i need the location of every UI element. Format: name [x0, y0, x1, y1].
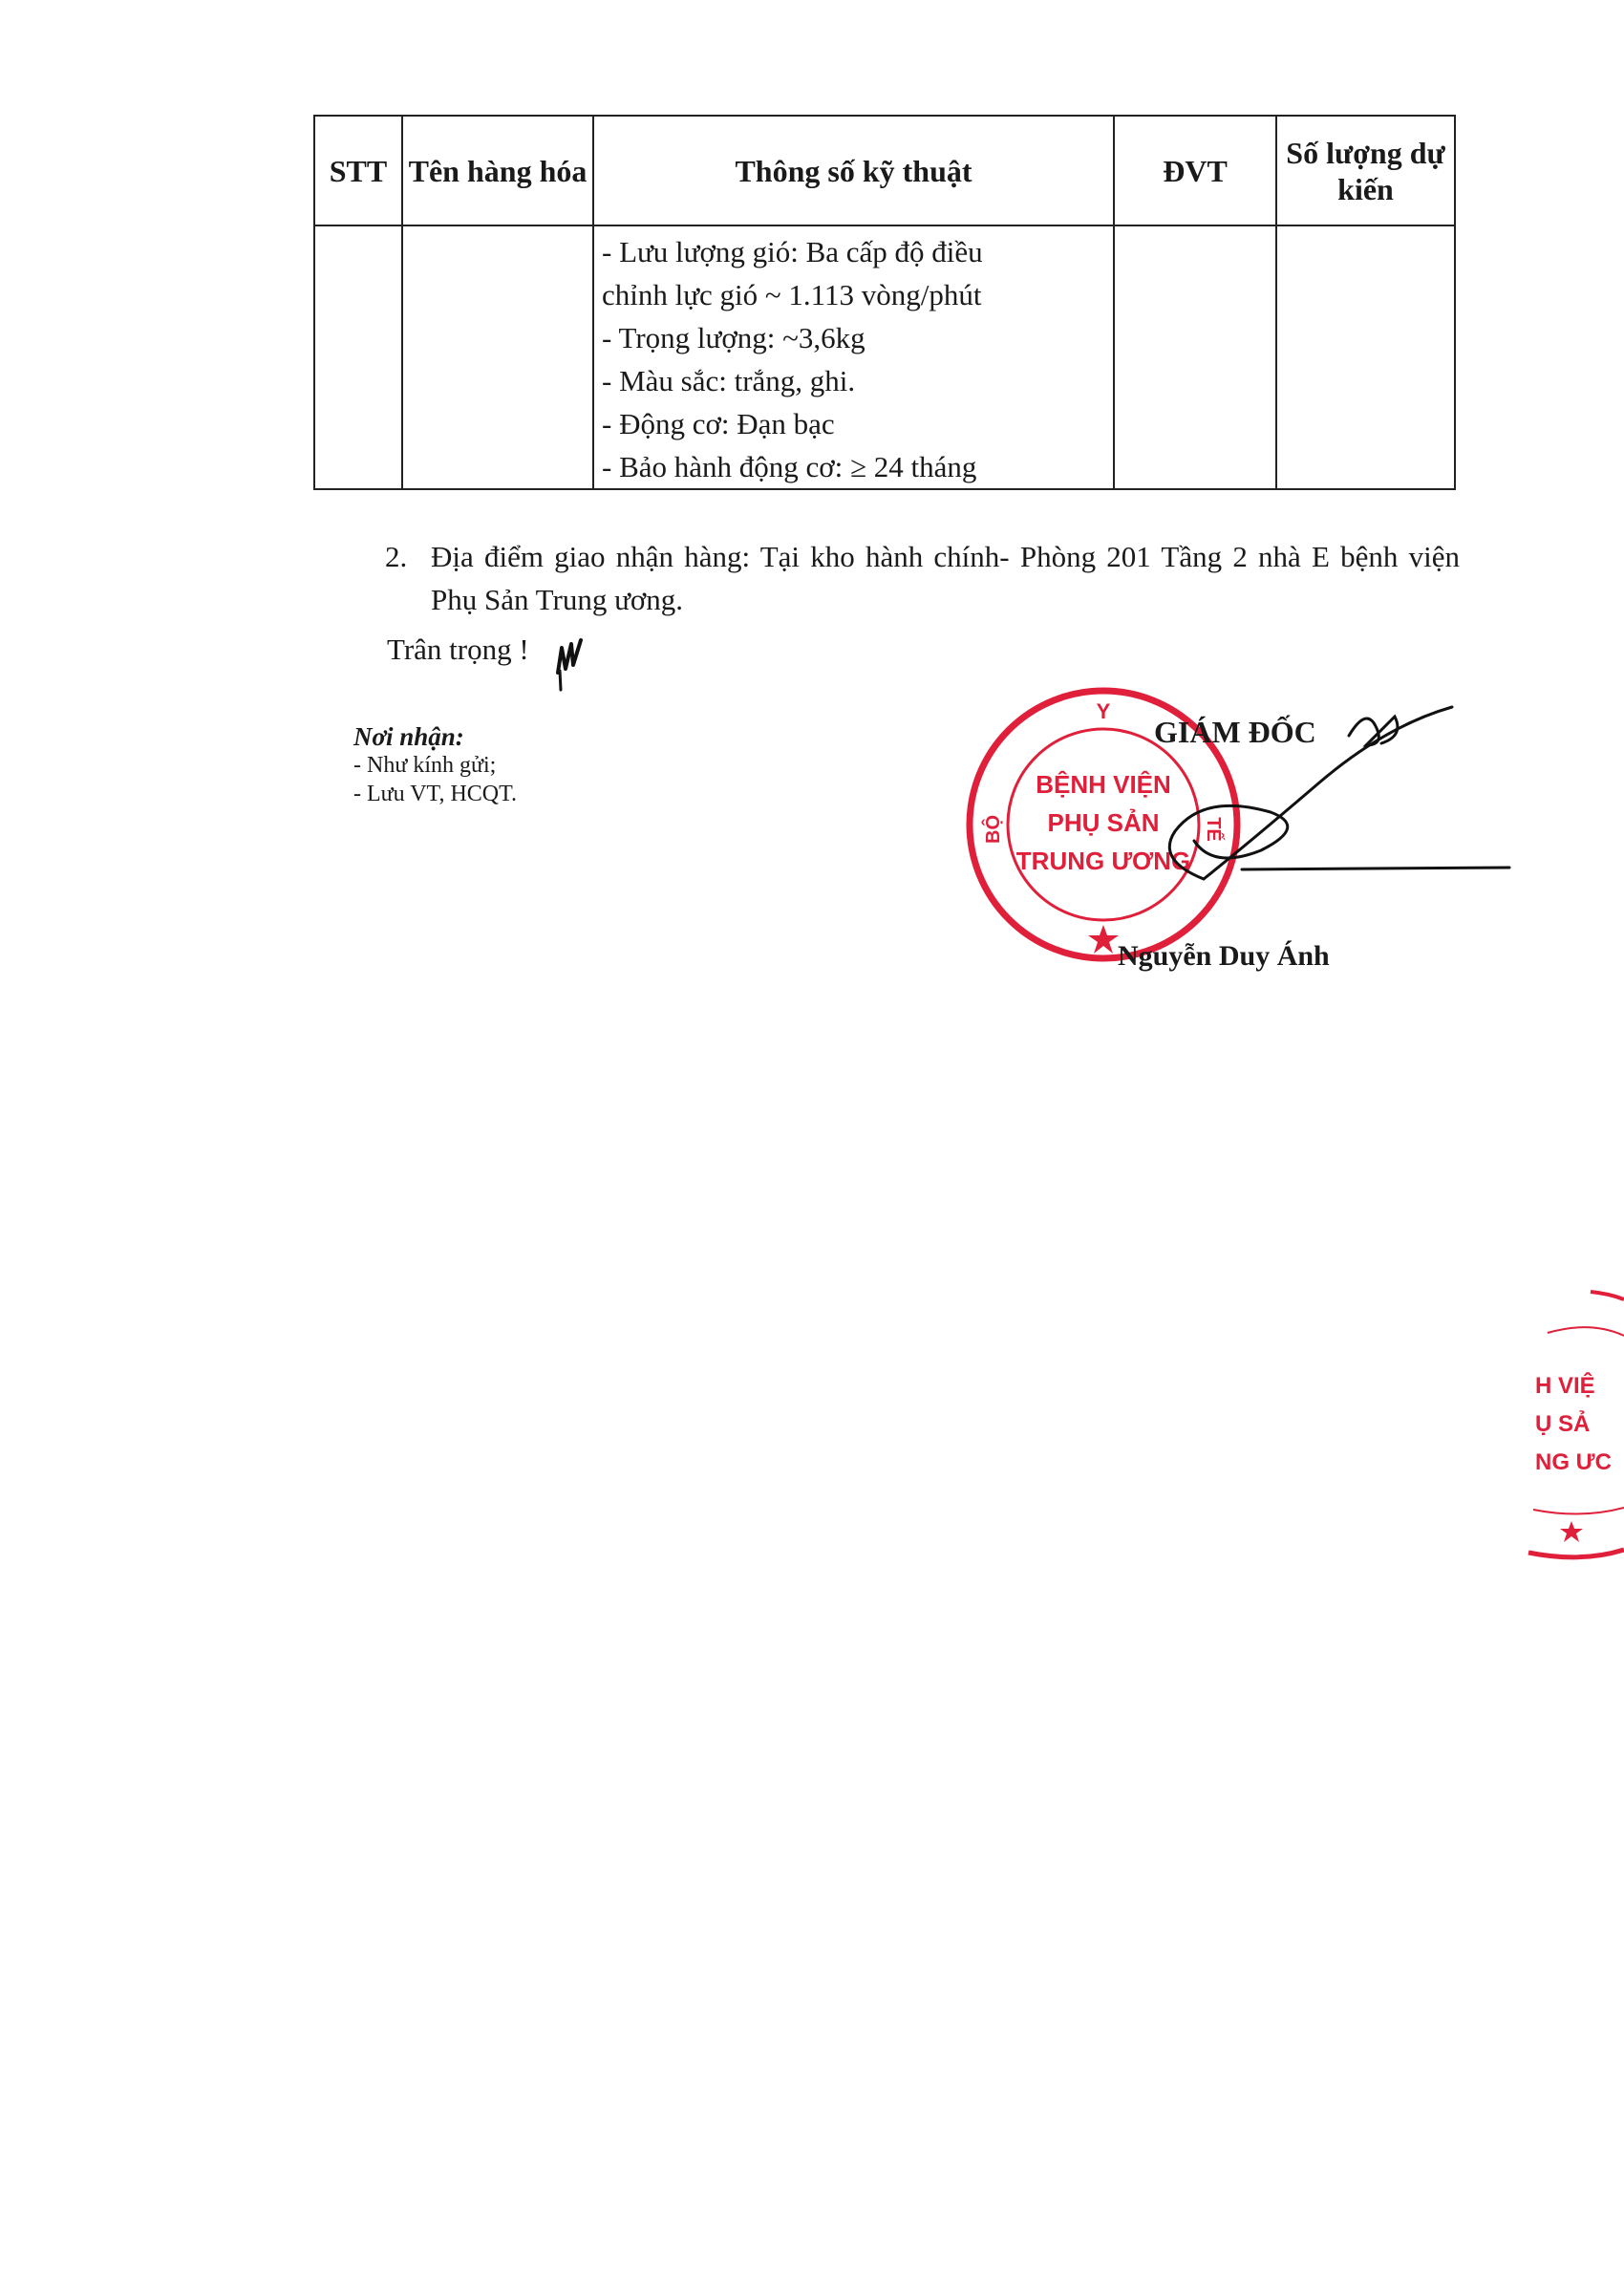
handwritten-signature [1096, 697, 1519, 889]
header-item-name: Tên hàng hóa [402, 116, 593, 225]
cell-stt [314, 225, 402, 489]
cell-quantity [1276, 225, 1455, 489]
recipient-item: - Lưu VT, HCQT. [353, 782, 517, 806]
delivery-location-text: Địa điểm giao nhận hàng: Tại kho hành chính- Phòng 201 Tầng 2 nhà E bệnh viện Phụ Sản Trung ương. [431, 540, 1460, 616]
header-specifications: Thông số kỹ thuật [593, 116, 1114, 225]
partial-stamp-star-icon [1560, 1521, 1583, 1542]
stamp-line: TRUNG ƯƠNG [1015, 847, 1191, 875]
spec-line: chỉnh lực gió ~ 1.113 vòng/phút [602, 278, 982, 311]
spec-line: - Màu sắc: trắng, ghi. [602, 364, 856, 397]
stamp-line: PHỤ SẢN [1047, 808, 1160, 837]
partial-stamp-line: H VIỆ [1535, 1373, 1595, 1399]
stamp-right-arc-text: TẾ [1203, 817, 1224, 842]
partial-seal [1524, 1280, 1624, 1576]
table-row [314, 225, 1455, 489]
cell-item-name [402, 225, 593, 489]
spec-line: - Trọng lượng: ~3,6kg [602, 321, 865, 354]
specification-table [313, 115, 1456, 490]
initial-mark [552, 636, 587, 694]
table-header-row [314, 116, 1455, 225]
spec-line: - Động cơ: Đạn bạc [602, 407, 835, 440]
signatory-name: Nguyễn Duy Ánh [1118, 940, 1330, 972]
recipients-heading: Nơi nhận: [353, 722, 464, 751]
cell-unit [1114, 225, 1276, 489]
spec-line: - Lưu lượng gió: Ba cấp độ điều [602, 235, 983, 268]
header-stt: STT [314, 116, 402, 225]
partial-stamp-line: NG ƯC [1535, 1449, 1612, 1475]
closing-greeting: Trân trọng ! [387, 633, 529, 666]
stamp-top-letter: Y [1096, 699, 1111, 723]
stamp-line: BỆNH VIỆN [1036, 770, 1171, 799]
recipients-block [353, 722, 517, 808]
cell-specifications [593, 225, 1114, 489]
item-number: 2. [385, 540, 408, 573]
stamp-left-arc-text: BỘ [983, 815, 1004, 844]
header-quantity: Số lượng dự kiến [1276, 116, 1455, 225]
recipient-item: - Như kính gửi; [353, 753, 497, 778]
stamp-star-icon [1088, 925, 1119, 954]
header-unit: ĐVT [1114, 116, 1276, 225]
signatory-title: GIÁM ĐỐC [1154, 715, 1316, 749]
partial-stamp-line: Ụ SẢ [1535, 1411, 1591, 1437]
spec-line: - Bảo hành động cơ: ≥ 24 tháng [602, 450, 977, 483]
